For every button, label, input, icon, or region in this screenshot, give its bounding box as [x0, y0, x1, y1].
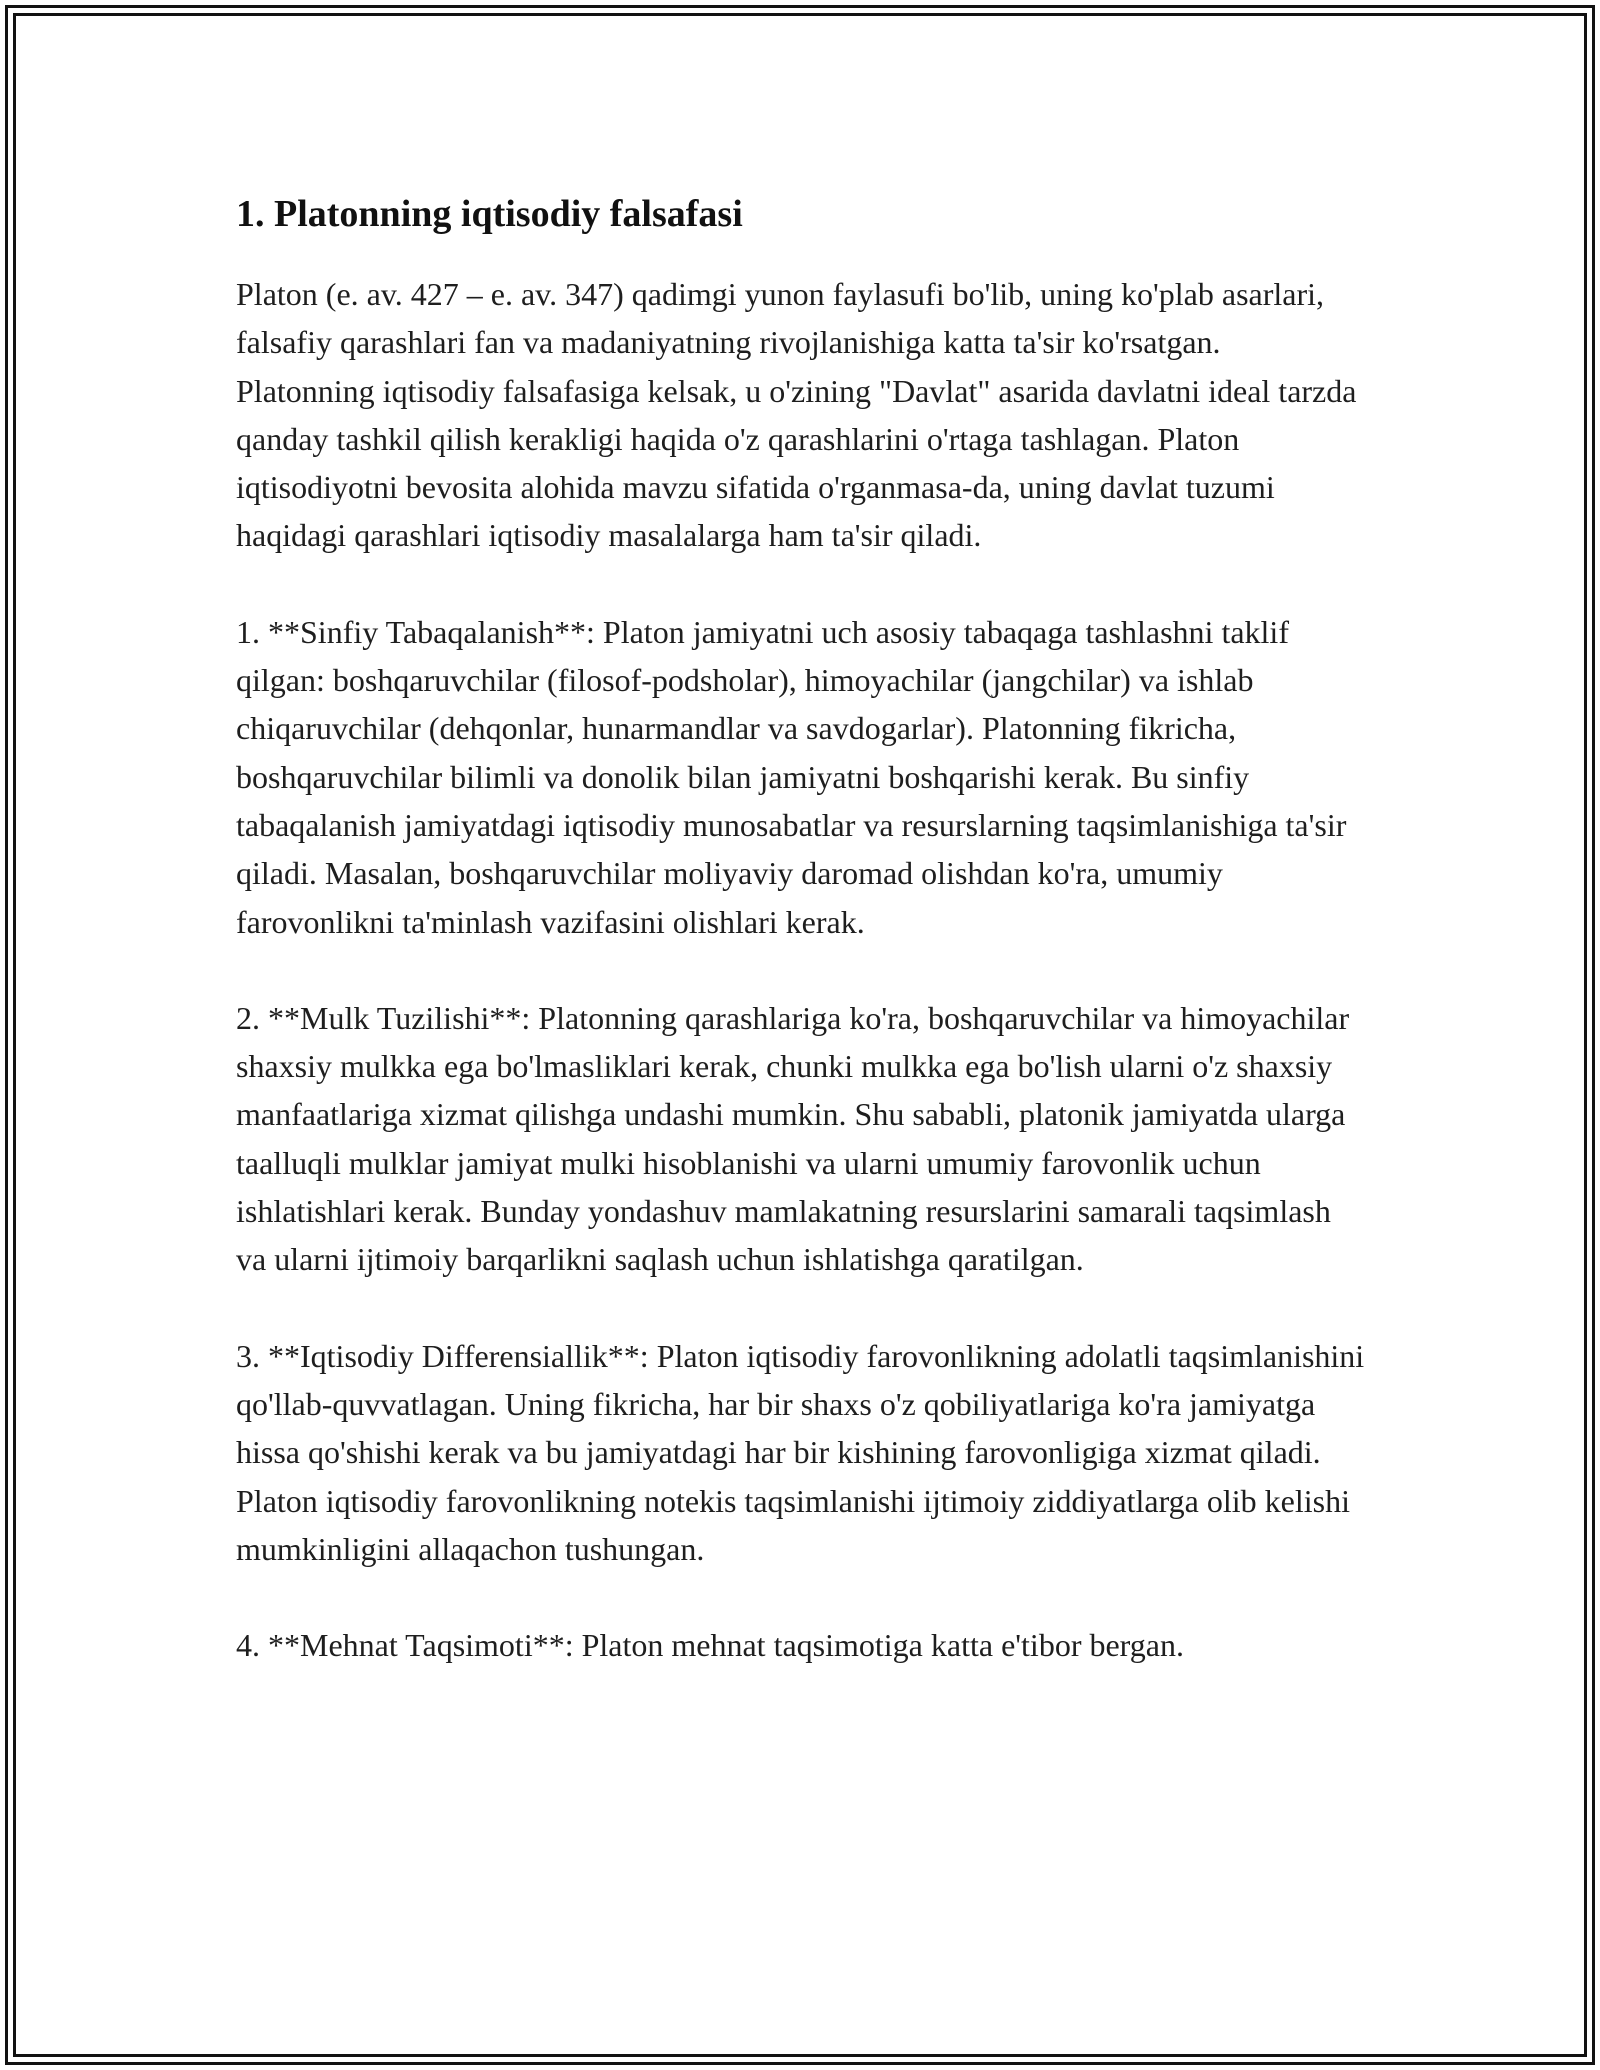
- document-body: [236, 186, 1366, 1669]
- paragraph-sinfiy-tabaqalanish: 1. **Sinfiy Tabaqalanish**: Platon jamiyatni uch asosiy tabaqaga tashlashni taklif qilgan: boshqaruvchilar (filosof-podsholar), himoyachilar (jangchilar) va ishlab chiqaruvchilar (dehqonlar, hunarmandlar va savdogarlar). Platonning fikricha, boshqaruvchilar bilimli va donolik bilan jamiyatni boshqarishi kerak. Bu sinfiy tabaqalanish jamiyatdagi iqtisodiy munosabatlar va resurslarning taqsimlanishiga ta'sir qiladi. Masalan, boshqaruvchilar moliyaviy daromad olishdan ko'ra, umumiy farovonlikni ta'minlash vazifasini olishlari kerak.: [236, 613, 1347, 940]
- paragraph-mehnat-taqsimoti: 4. **Mehnat Taqsimoti**: Platon mehnat taqsimotiga katta e'tibor bergan.: [236, 1627, 1184, 1664]
- paragraph-iqtisodiy-differensiallik: 3. **Iqtisodiy Differensiallik**: Platon iqtisodiy farovonlikning adolatli taqsimlanishini qo'llab-quvvatlagan. Uning fikricha, har bir shaxs o'z qobiliyatlariga ko'ra jamiyatga hissa qo'shishi kerak va bu jamiyatdagi har bir kishining farovonligiga xizmat qiladi. Platon iqtisodiy farovonlikning notekis taqsimlanishi ijtimoiy ziddiyatlarga olib kelishi mumkinligini allaqachon tushungan.: [236, 1337, 1365, 1567]
- paragraph-mulk-tuzilishi: 2. **Mulk Tuzilishi**: Platonning qarashlariga ko'ra, boshqaruvchilar va himoyachilar shaxsiy mulkka ega bo'lmasliklari kerak, chunki mulkka ega bo'lish ularni o'z shaxsiy manfaatlariga xizmat qilishga undashi mumkin. Shu sababli, platonik jamiyatda ularga taalluqli mulklar jamiyat mulki hisoblanishi va ularni umumiy farovonlik uchun ishlatishlari kerak. Bunday yondashuv mamlakatning resurslarini samarali taqsimlash va ularni ijtimoiy barqarlikni saqlash uchun ishlatishga qaratilgan.: [236, 999, 1350, 1278]
- document-title: 1. Platonning iqtisodiy falsafasi: [236, 193, 743, 235]
- paragraph-intro: Platon (e. av. 427 – e. av. 347) qadimgi yunon faylasufi bo'lib, uning ko'plab asarlari, falsafiy qarashlari fan va madaniyatning rivojlanishiga katta ta'sir ko'rsatgan. Platonning iqtisodiy falsafasiga kelsak, u o'zining "Davlat" asarida davlatni ideal tarzda qanday tashkil qilish kerakligi haqida o'z qarashlarini o'rtaga tashlagan. Platon iqtisodiyotni bevosita alohida mavzu sifatida o'rganmasa-da, uning davlat tuzumi haqidagi qarashlari iqtisodiy masalalarga ham ta'sir qiladi.: [236, 276, 1357, 554]
